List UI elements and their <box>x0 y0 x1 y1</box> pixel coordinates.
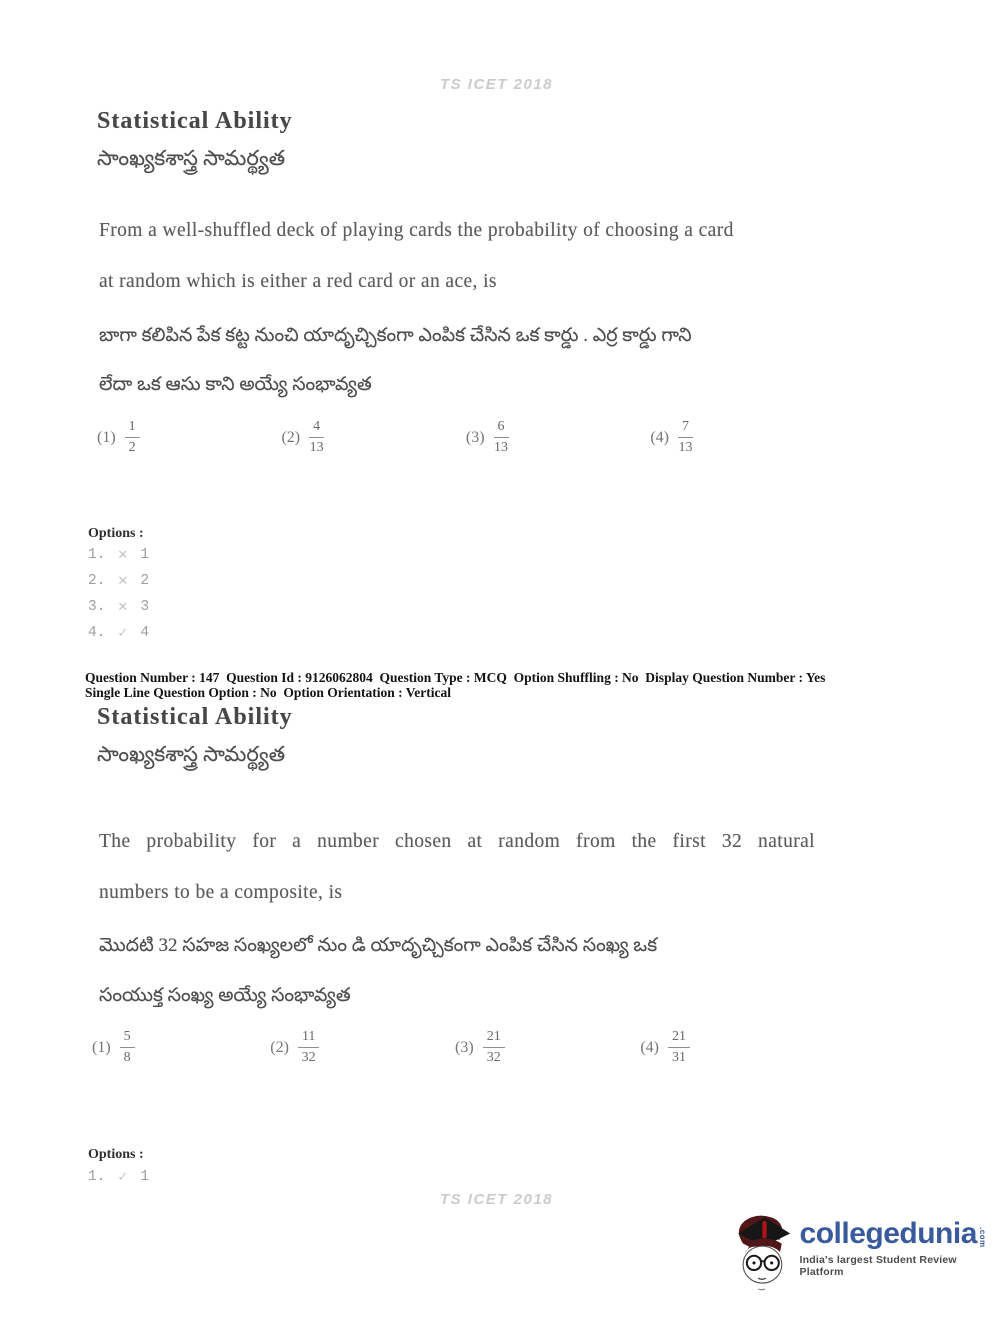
question2-telugu-line1: మొదటి 32 సహజ సంఖ్యలలో నుం డి యాదృచ్చికంగా ఎంపిక చేసిన సంఖ్య ఒక <box>99 935 658 956</box>
choice-1 <box>97 418 140 457</box>
choice-2 <box>281 418 324 457</box>
fraction-denominator: 32 <box>301 1050 316 1066</box>
cross-icon: ✕ <box>117 573 129 589</box>
fraction <box>678 418 693 457</box>
option-value: 3 <box>140 599 150 615</box>
choice-label: (3) <box>455 1038 474 1056</box>
logo-text-block <box>800 1219 993 1278</box>
fraction-numerator: 21 <box>668 1028 690 1048</box>
choice-4 <box>650 418 693 457</box>
section1-heading-telugu: సాంఖ్యకశాస్త్ర సామర్థ్యత <box>97 146 286 170</box>
check-icon: ✓ <box>117 625 129 641</box>
collegedunia-mascot-icon <box>733 1207 794 1297</box>
question2-telugu-line2: సంయుక్త సంఖ్య అయ్యే సంభావ్యత <box>99 985 351 1006</box>
fraction <box>494 418 509 457</box>
cross-icon: ✕ <box>117 547 129 563</box>
fraction-denominator: 8 <box>123 1050 131 1066</box>
watermark-top: TS ICET 2018 <box>439 76 554 93</box>
question1-telugu-line2: లేదా ఒక ఆసు కాని అయ్యే సంభావ్యత <box>99 374 372 395</box>
fraction <box>668 1028 690 1067</box>
choice-3 <box>455 1028 505 1067</box>
option-value: 2 <box>140 573 150 589</box>
question1-options-heading: Options : <box>88 526 144 541</box>
watermark-bottom: TS ICET 2018 <box>439 1191 554 1208</box>
option-value: 1 <box>140 1169 150 1185</box>
choice-label: (1) <box>97 428 116 446</box>
fraction-denominator: 13 <box>678 440 693 456</box>
metadata-line2: Single Line Question Option : No Option Orientation : Vertical <box>85 684 452 700</box>
choice-label: (4) <box>640 1038 659 1056</box>
fraction-denominator: 13 <box>309 440 324 456</box>
question2-english-line2: numbers to be a composite, is <box>99 882 343 903</box>
choice-label: (2) <box>281 428 301 446</box>
fraction-denominator: 32 <box>486 1050 501 1066</box>
option-number: 1. <box>88 547 106 563</box>
option-number: 3. <box>88 599 106 615</box>
fraction <box>483 1028 505 1067</box>
fraction-denominator: 13 <box>494 440 509 456</box>
fraction <box>298 1028 319 1067</box>
cross-icon: ✕ <box>117 599 129 615</box>
logo-domain-suffix: .com <box>977 1227 987 1248</box>
fraction-numerator: 11 <box>298 1028 319 1048</box>
fraction-numerator: 7 <box>678 418 693 438</box>
question1-english-line1: From a well-shuffled deck of playing cards the probability of choosing a card <box>99 220 734 241</box>
fraction-numerator: 5 <box>120 1028 135 1048</box>
choice-1 <box>92 1028 135 1067</box>
answer-option-row <box>88 573 149 589</box>
answer-option-row <box>88 547 149 563</box>
option-number: 1. <box>88 1169 106 1185</box>
fraction-numerator: 21 <box>483 1028 505 1048</box>
choice-2 <box>270 1028 319 1067</box>
choice-label: (2) <box>270 1038 289 1056</box>
option-number: 2. <box>88 573 106 589</box>
option-value: 4 <box>140 625 150 641</box>
question2-options-heading: Options : <box>88 1147 144 1162</box>
fraction <box>309 418 324 457</box>
option-number: 4. <box>88 625 106 641</box>
choice-label: (3) <box>465 428 485 446</box>
metadata-line1: Question Number : 147 Question Id : 9126062804 Question Type : MCQ Option Shuffling : No Display Question Number : Yes <box>85 670 826 685</box>
fraction-numerator: 1 <box>125 418 140 438</box>
question-metadata <box>85 671 925 700</box>
option-value: 1 <box>140 547 150 563</box>
logo-tagline: India's largest Student Review Platform <box>799 1254 957 1278</box>
fraction-numerator: 4 <box>309 418 324 438</box>
answer-option-row <box>88 1169 149 1185</box>
fraction-denominator: 31 <box>671 1050 686 1066</box>
question1-choices <box>97 418 693 457</box>
question2-english-line1: The probability for a number chosen at random from the first 32 natural <box>99 831 815 852</box>
choice-3 <box>466 418 509 457</box>
section1-heading-english: Statistical Ability <box>97 108 293 134</box>
question1-telugu-line1: బాగా కలిపిన పేక కట్ట నుంచి యాదృచ్చికంగా ఎంపిక చేసిన ఒక కార్డు . ఎర్ర కార్డు గాని <box>99 325 692 346</box>
fraction <box>125 418 140 457</box>
question2-choices <box>92 1028 690 1067</box>
answer-option-row <box>88 599 149 615</box>
fraction <box>120 1028 135 1067</box>
collegedunia-logo <box>733 1203 993 1297</box>
fraction-numerator: 6 <box>494 418 509 438</box>
answer-option-row <box>88 625 149 641</box>
logo-wordmark: collegedunia <box>799 1217 977 1250</box>
question1-english-line2: at random which is either a red card or an ace, is <box>99 271 497 292</box>
fraction-denominator: 2 <box>128 440 136 456</box>
choice-4 <box>640 1028 690 1067</box>
section2-heading-english: Statistical Ability <box>97 704 293 730</box>
check-icon: ✓ <box>117 1169 129 1185</box>
section2-heading-telugu: సాంఖ్యకశాస్త్ర సామర్థ్యత <box>97 742 286 766</box>
choice-label: (4) <box>650 428 669 446</box>
choice-label: (1) <box>92 1038 111 1056</box>
